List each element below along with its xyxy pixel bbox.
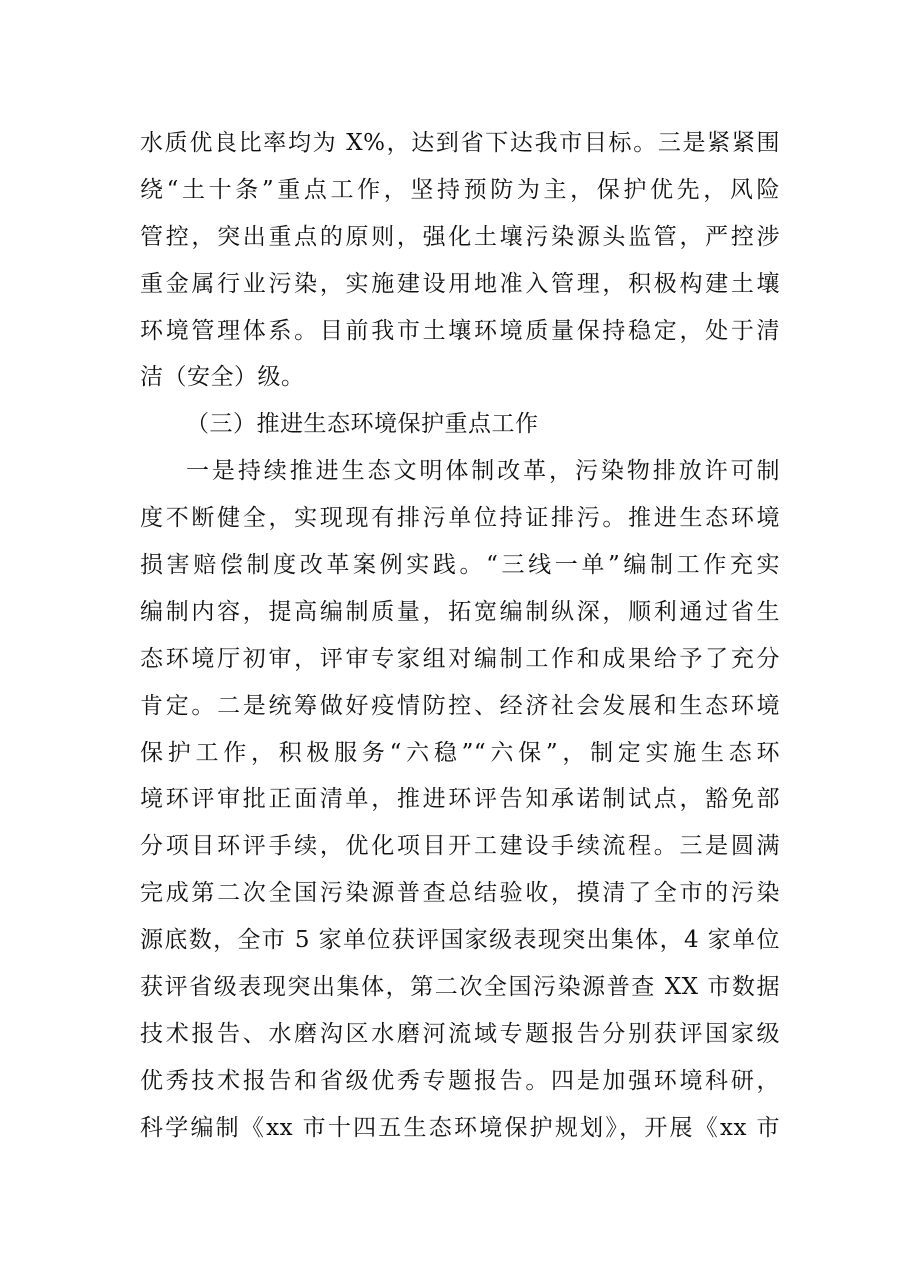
- section-heading: （三）推进生态环境保护重点工作: [186, 411, 539, 438]
- text-line: 保护工作，积极服务“六稳”“六保”，制定实施生态环: [140, 739, 780, 766]
- text-line: 技术报告、水磨沟区水磨河流域专题报告分别获评国家级: [140, 1020, 780, 1047]
- text-line: 优秀技术报告和省级优秀专题报告。四是加强环境科研，: [140, 1067, 780, 1094]
- text-line: 环境管理体系。目前我市土壤环境质量保持稳定，处于清: [140, 317, 780, 344]
- text-line: 编制内容，提高编制质量，拓宽编制纵深，顺利通过省生: [140, 598, 780, 625]
- text-line: 科学编制《xx 市十四五生态环境保护规划》，开展《xx 市: [140, 1114, 780, 1141]
- text-line: 绕“土十条”重点工作，坚持预防为主，保护优先，风险: [140, 176, 780, 203]
- text-line: 态环境厅初审，评审专家组对编制工作和成果给予了充分: [140, 645, 780, 672]
- text-line: 损害赔偿制度改革案例实践。“三线一单”编制工作充实: [140, 552, 780, 579]
- text-line: 分项目环评手续，优化项目开工建设手续流程。三是圆满: [140, 833, 780, 860]
- text-line: 管控，突出重点的原则，强化土壤污染源头监管，严控涉: [140, 223, 780, 250]
- text-line: 境环评审批正面清单，推进环评告知承诺制试点，豁免部: [140, 786, 780, 813]
- text-line: 重金属行业污染，实施建设用地准入管理，积极构建土壤: [140, 270, 780, 297]
- text-line: 获评省级表现突出集体，第二次全国污染源普查 XX 市数据: [140, 974, 780, 1001]
- text-line: 肯定。二是统筹做好疫情防控、经济社会发展和生态环境: [140, 692, 780, 719]
- text-line: 一是持续推进生态文明体制改革，污染物排放许可制: [186, 458, 780, 485]
- text-line: 源底数，全市 5 家单位获评国家级表现突出集体，4 家单位: [140, 927, 780, 954]
- text-line: 完成第二次全国污染源普查总结验收，摸清了全市的污染: [140, 880, 780, 907]
- text-line: 洁（安全）级。: [140, 364, 305, 391]
- text-line: 度不断健全，实现现有排污单位持证排污。推进生态环境: [140, 505, 780, 532]
- body-text: [140, 120, 780, 1152]
- text-line: 水质优良比率均为 X%，达到省下达我市目标。三是紧紧围: [140, 130, 780, 156]
